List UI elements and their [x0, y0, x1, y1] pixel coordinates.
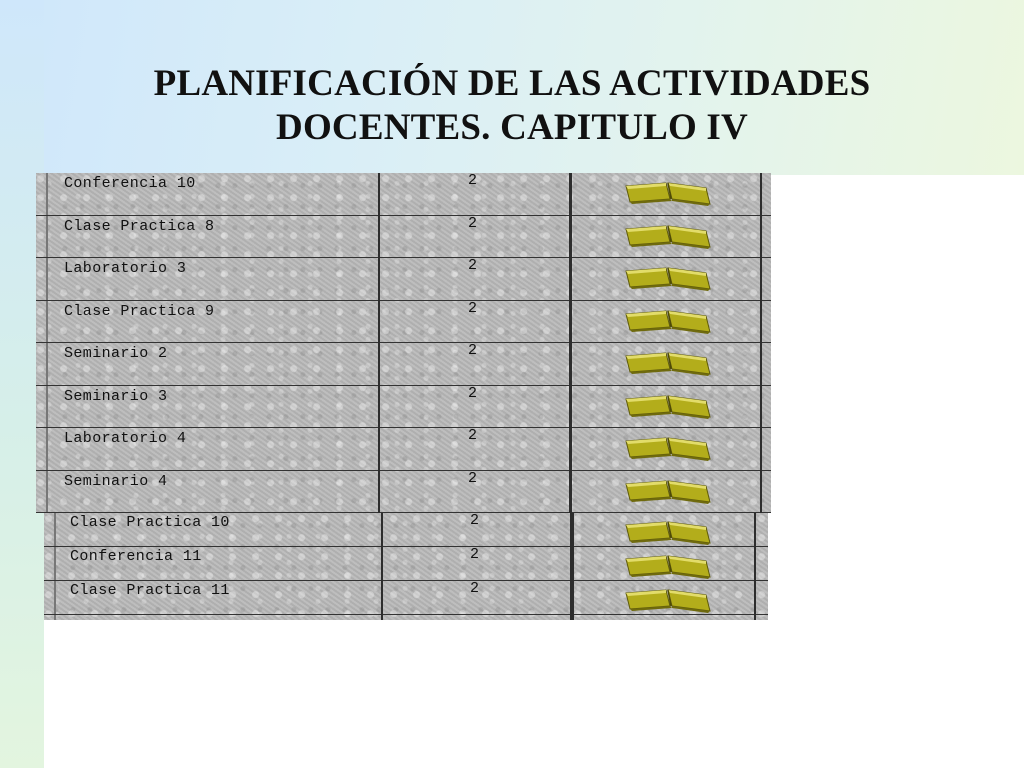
- activity-name: Clase Practica 8: [64, 217, 215, 235]
- column-divider: [572, 513, 574, 620]
- activity-name: Seminario 3: [64, 387, 168, 405]
- table-right-edge: [754, 513, 756, 620]
- table-row: [36, 301, 771, 344]
- activity-name: Clase Practica 9: [64, 302, 215, 320]
- open-book-icon: [622, 220, 714, 250]
- activity-hours: 2: [468, 384, 478, 402]
- activity-hours: 2: [470, 580, 480, 597]
- table-row: [36, 173, 771, 216]
- open-book-icon: [622, 177, 714, 207]
- table-row: [36, 471, 771, 514]
- activity-hours: 2: [468, 257, 478, 274]
- table-row: [44, 581, 768, 615]
- activity-hours: 2: [470, 512, 480, 529]
- table-row: [36, 343, 771, 386]
- activity-name: Clase Practica 11: [70, 582, 230, 599]
- table-row: [36, 258, 771, 301]
- table-row: [36, 428, 771, 471]
- table-row: [44, 513, 768, 547]
- table-row: [44, 547, 768, 581]
- activity-hours: 2: [468, 427, 478, 444]
- activity-name: Laboratorio 3: [64, 260, 187, 277]
- open-book-icon: [622, 584, 714, 614]
- activity-hours: 2: [468, 172, 478, 189]
- open-book-icon: [622, 262, 714, 292]
- open-book-icon: [622, 475, 714, 505]
- column-divider: [570, 173, 572, 513]
- slide-title-line-1: PLANIFICACIÓN DE LAS ACTIVIDADES: [153, 63, 871, 104]
- column-divider: [381, 513, 383, 620]
- slide-title-line-2: DOCENTES. CAPITULO IV: [276, 107, 748, 148]
- activity-name: Seminario 4: [64, 472, 168, 490]
- activity-hours: 2: [470, 546, 480, 563]
- open-book-icon: [622, 305, 714, 335]
- activity-hours: 2: [468, 469, 478, 487]
- table-right-edge: [760, 173, 762, 513]
- activity-hours: 2: [468, 299, 478, 317]
- activity-name: Clase Practica 10: [70, 514, 230, 531]
- activities-table-bottom: [44, 513, 768, 620]
- table-row: [36, 216, 771, 259]
- activities-table-top: [36, 173, 771, 513]
- open-book-icon: [622, 550, 714, 580]
- activity-name: Seminario 2: [64, 345, 168, 362]
- open-book-icon: [622, 347, 714, 377]
- open-book-icon: [622, 516, 714, 546]
- column-divider: [378, 173, 380, 513]
- activity-name: Laboratorio 4: [64, 430, 187, 447]
- activity-hours: 2: [468, 214, 478, 232]
- activity-name: Conferencia 11: [70, 548, 202, 565]
- table-row: [36, 386, 771, 429]
- slide-title: [0, 62, 1024, 150]
- activity-hours: 2: [468, 342, 478, 359]
- activity-name: Conferencia 10: [64, 175, 196, 192]
- open-book-icon: [622, 432, 714, 462]
- open-book-icon: [622, 390, 714, 420]
